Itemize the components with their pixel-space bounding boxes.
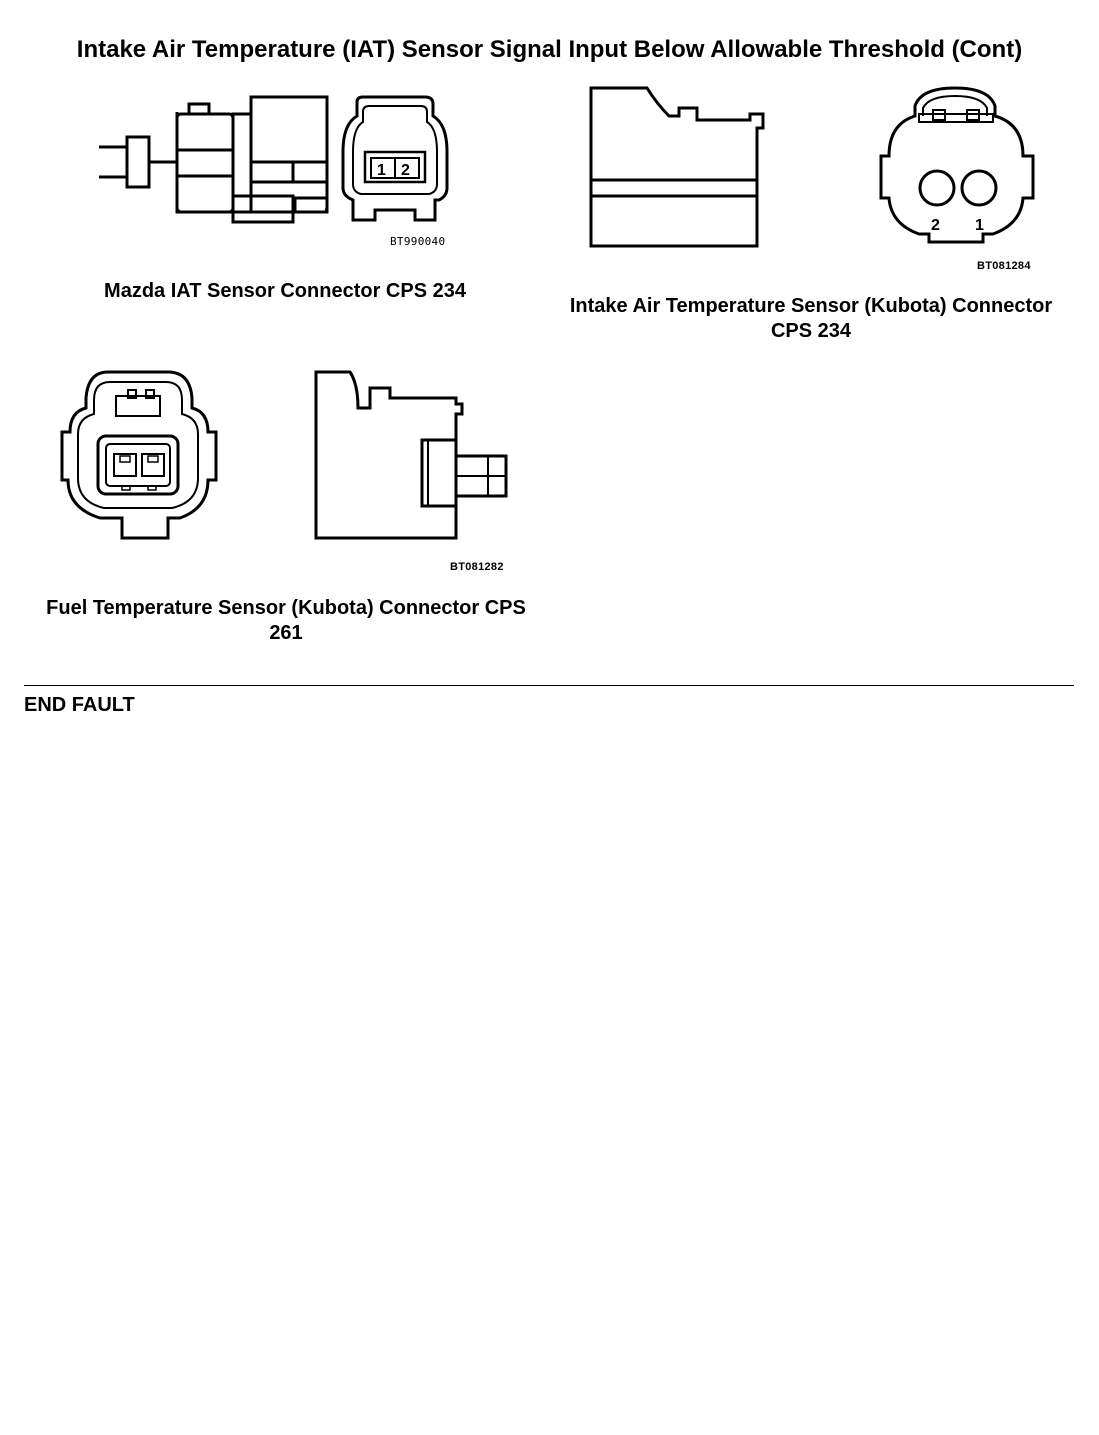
kubota-fuel-connector-drawing	[60, 368, 520, 546]
kubota-fuel-connector-caption: Fuel Temperature Sensor (Kubota) Connector CPS 261	[46, 597, 526, 644]
mazda-pin-1-label: 1	[377, 162, 386, 179]
mazda-connector-caption: Mazda IAT Sensor Connector CPS 234	[104, 280, 466, 302]
mazda-pin-2-label: 2	[401, 162, 410, 179]
kubota-pin-1-label: 1	[975, 217, 984, 234]
kubota-iat-connector-drawing	[585, 84, 1045, 254]
kubota-iat-connector-caption: Intake Air Temperature Sensor (Kubota) Connector CPS 234	[569, 295, 1053, 342]
figure-id-bt990040: BT990040	[390, 235, 446, 248]
mazda-connector-drawing	[95, 92, 460, 232]
page-title: Intake Air Temperature (IAT) Sensor Signal Input Below Allowable Threshold (Cont)	[76, 36, 1023, 63]
kubota-pin-2-label: 2	[931, 217, 940, 234]
figure-id-bt081282: BT081282	[450, 561, 504, 573]
figure-id-bt081284: BT081284	[977, 260, 1031, 272]
end-fault-label: END FAULT	[24, 694, 135, 716]
section-divider	[24, 685, 1074, 686]
